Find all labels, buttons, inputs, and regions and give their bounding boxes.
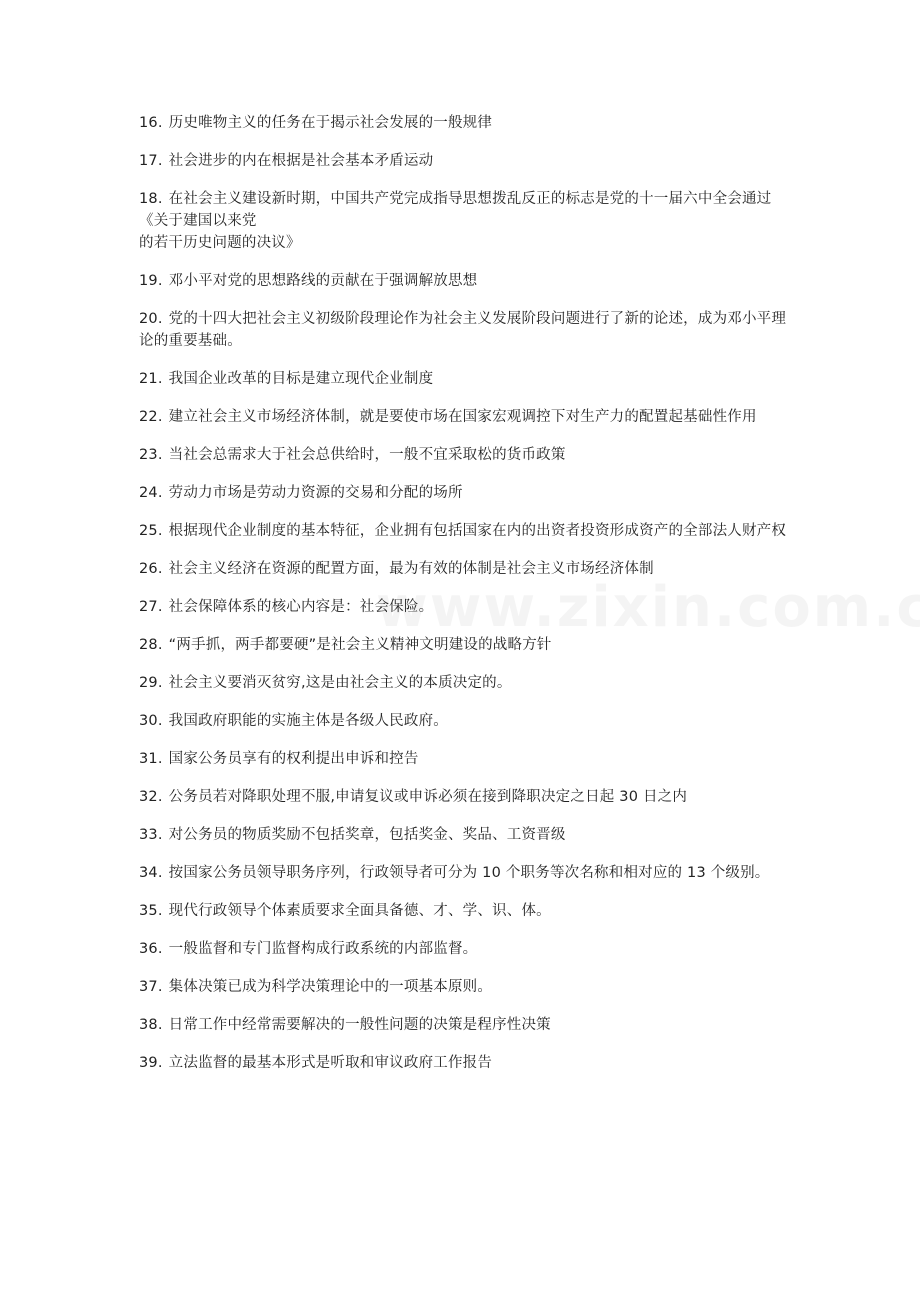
item-number: 18. (139, 191, 163, 207)
list-item (139, 710, 789, 732)
item-text: 现代行政领导个体素质要求全面具备德、才、学、识、体。 (168, 903, 551, 919)
item-number: 25. (139, 523, 163, 539)
item-number: 22. (139, 409, 163, 425)
item-number: 30. (139, 713, 163, 729)
item-number: 33. (139, 827, 163, 843)
item-text: 邓小平对党的思想路线的贡献在于强调解放思想 (168, 273, 478, 289)
item-number: 39. (139, 1055, 163, 1071)
list-item (139, 112, 789, 134)
item-number: 32. (139, 789, 163, 805)
item-number: 26. (139, 561, 163, 577)
list-item (139, 150, 789, 172)
item-text: 社会保障体系的核心内容是：社会保险。 (168, 599, 434, 615)
item-text: 的若干历史问题的决议》 (139, 235, 301, 251)
list-item (139, 824, 789, 846)
item-number: 23. (139, 447, 163, 463)
item-list (139, 112, 789, 1090)
item-number: 36. (139, 941, 163, 957)
item-text: 社会进步的内在根据是社会基本矛盾运动 (168, 153, 434, 169)
list-item (139, 862, 789, 884)
list-item (139, 558, 789, 580)
item-text: 按国家公务员领导职务序列，行政领导者可分为 10 个职务等次名称和相对应的 13 个级别。 (168, 865, 770, 881)
list-item (139, 308, 789, 352)
item-text: 劳动力市场是劳动力资源的交易和分配的场所 (168, 485, 463, 501)
item-text: 党的十四大把社会主义初级阶段理论作为社会主义发展阶段问题进行了新的论述，成为邓小平理论的重要基础。 (139, 311, 787, 349)
item-text: 根据现代企业制度的基本特征，企业拥有包括国家在内的出资者投资形成资产的全部法人财产权 (168, 523, 787, 539)
item-text: 我国政府职能的实施主体是各级人民政府。 (168, 713, 448, 729)
item-number: 28. (139, 637, 163, 653)
list-item (139, 368, 789, 390)
item-text: 集体决策已成为科学决策理论中的一项基本原则。 (168, 979, 493, 995)
item-text: 日常工作中经常需要解决的一般性问题的决策是程序性决策 (168, 1017, 551, 1033)
item-number: 35. (139, 903, 163, 919)
item-number: 19. (139, 273, 163, 289)
list-item (139, 1052, 789, 1074)
list-item (139, 482, 789, 504)
item-number: 37. (139, 979, 163, 995)
item-text: “两手抓，两手都要硬”是社会主义精神文明建设的战略方针 (168, 637, 552, 653)
list-item (139, 1014, 789, 1036)
item-number: 34. (139, 865, 163, 881)
list-item (139, 672, 789, 694)
list-item (139, 786, 789, 808)
item-number: 16. (139, 115, 163, 131)
list-item (139, 596, 789, 618)
item-text: 社会主义要消灭贫穷,这是由社会主义的本质决定的。 (168, 675, 512, 691)
list-item (139, 270, 789, 292)
item-text: 立法监督的最基本形式是听取和审议政府工作报告 (168, 1055, 493, 1071)
item-text: 公务员若对降职处理不服,申请复议或申诉必须在接到降职决定之日起 30 日之内 (168, 789, 688, 805)
item-text: 一般监督和专门监督构成行政系统的内部监督。 (168, 941, 478, 957)
list-item (139, 406, 789, 428)
item-text: 社会主义经济在资源的配置方面，最为有效的体制是社会主义市场经济体制 (168, 561, 654, 577)
list-item (139, 976, 789, 998)
list-item (139, 900, 789, 922)
list-item (139, 938, 789, 960)
item-text: 当社会总需求大于社会总供给时，一般不宜采取松的货币政策 (168, 447, 566, 463)
list-item (139, 188, 789, 254)
list-item (139, 520, 789, 542)
item-number: 21. (139, 371, 163, 387)
item-number: 17. (139, 153, 163, 169)
item-text: 国家公务员享有的权利提出申诉和控告 (168, 751, 419, 767)
item-text: 历史唯物主义的任务在于揭示社会发展的一般规律 (168, 115, 493, 131)
item-number: 24. (139, 485, 163, 501)
item-text: 对公务员的物质奖励不包括奖章，包括奖金、奖品、工资晋级 (168, 827, 566, 843)
list-item (139, 444, 789, 466)
item-text: 我国企业改革的目标是建立现代企业制度 (168, 371, 434, 387)
list-item (139, 634, 789, 656)
list-item (139, 748, 789, 770)
item-text: 建立社会主义市场经济体制，就是要使市场在国家宏观调控下对生产力的配置起基础性作用 (168, 409, 757, 425)
item-number: 27. (139, 599, 163, 615)
item-number: 31. (139, 751, 163, 767)
item-number: 20. (139, 311, 163, 327)
item-number: 29. (139, 675, 163, 691)
item-number: 38. (139, 1017, 163, 1033)
item-text: 在社会主义建设新时期，中国共产党完成指导思想拨乱反正的标志是党的十一届六中全会通过《关于建国以来党 (139, 191, 772, 229)
